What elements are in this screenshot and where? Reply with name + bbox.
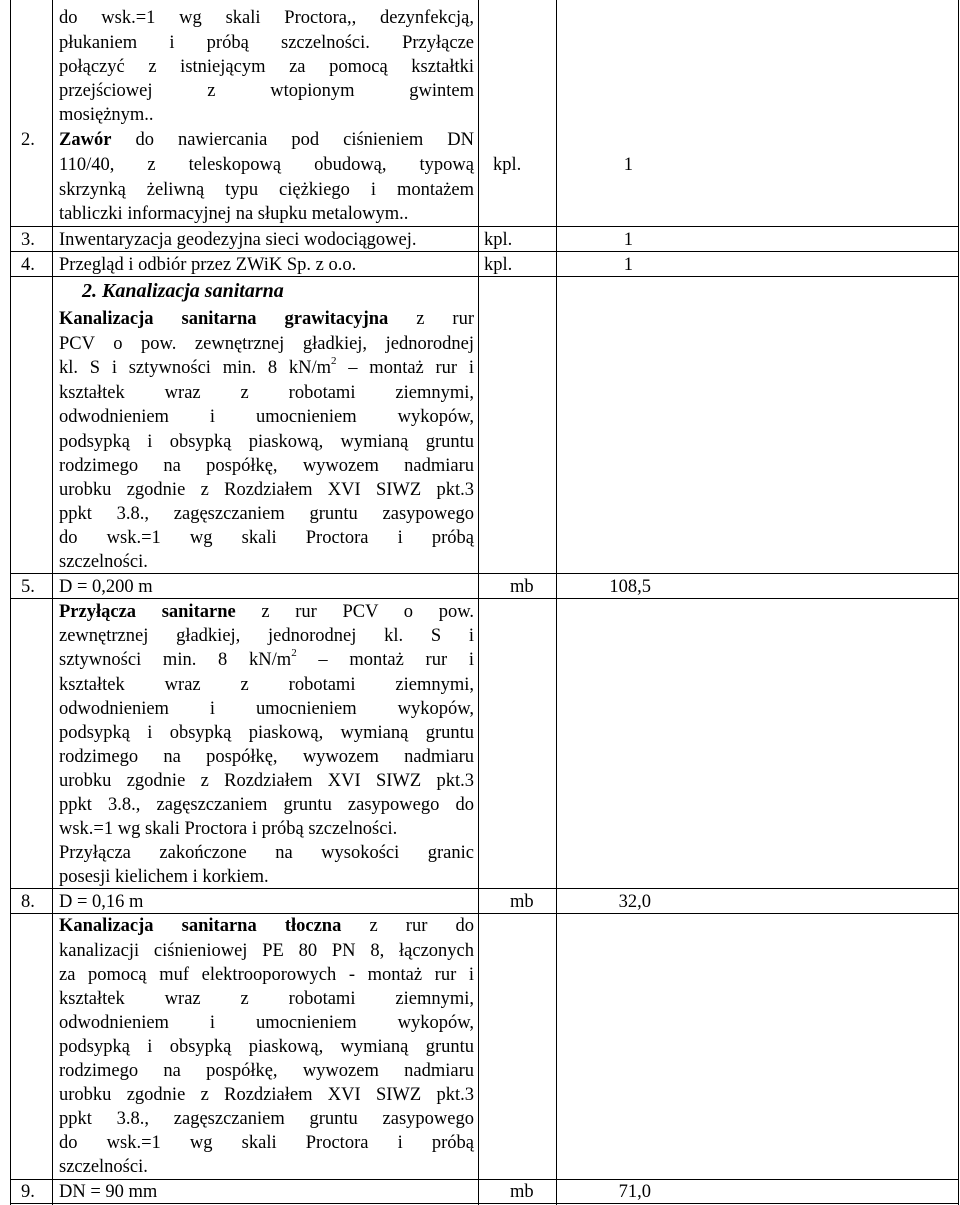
row-description-line: podsypką i obsypką piaskową, wymianą gruntu [59,723,474,743]
row-description: DN = 90 mm [59,1182,158,1202]
row-description-line: za pomocą muf elektrooporowych - montaż rur i [59,965,474,985]
unit-cell: kpl. [493,155,522,175]
unit-cell: mb [510,577,534,597]
row-description-line: posesji kielichem i korkiem. [59,867,269,887]
row-description: Inwentaryzacja geodezyjna sieci wodociągowej. [59,230,417,250]
row-number: 3. [21,230,35,250]
quantity-cell: 32,0 [618,892,651,912]
row-description-line: urobku zgodnie z Rozdziałem XVI SIWZ pkt.3 [59,480,474,500]
row-description-line: do wsk.=1 wg skali Proctora i próbą [59,1133,474,1153]
row-description-line: odwodnieniem i umocnieniem wykopów, [59,407,474,427]
row-description-line: płukaniem i próbą szczelności. Przyłącze [59,33,474,53]
table-column-divider [478,0,479,1205]
superscript: 2 [331,354,337,367]
row-description-line: rodzimego na pospółkę, wywozem nadmiaru [59,747,474,767]
item-text: sztywności min. 8 kN/m [59,650,292,670]
row-description-line [59,648,474,672]
item-text: z rur [388,309,474,329]
row-description-line: do wsk.=1 wg skali Proctora i próbą [59,528,474,548]
row-description-line: ppkt 3.8., zagęszczaniem gruntu zasypowego [59,1109,474,1129]
table-border-left [10,0,11,1205]
row-description-line: do wsk.=1 wg skali Proctora,, dezynfekcją, [59,8,474,28]
row-description-line: mosiężnym.. [59,105,154,125]
row-description-line [59,128,474,152]
row-description-line: odwodnieniem i umocnieniem wykopów, [59,699,474,719]
row-description-line: tabliczki informacyjnej na słupku metalowym.. [59,204,409,224]
unit-cell: kpl. [484,230,513,250]
row-number: 4. [21,255,35,275]
row-description-line: PCV o pow. zewnętrznej gładkiej, jednorodnej [59,334,474,354]
row-description-line: zewnętrznej gładkiej, jednorodnej kl. S i [59,626,474,646]
superscript: 2 [291,646,297,659]
table-border-right [958,0,959,1205]
row-description-line [59,307,474,331]
row-divider [10,573,959,574]
row-description-line: Przyłącza zakończone na wysokości granic [59,843,474,863]
row-description-line: odwodnieniem i umocnieniem wykopów, [59,1013,474,1033]
row-description-line: podsypką i obsypką piaskową, wymianą gruntu [59,1037,474,1057]
row-description-line: szczelności. [59,552,148,572]
quantity-cell: 1 [623,155,633,175]
row-description: D = 0,16 m [59,892,144,912]
item-text: z rur do [341,916,474,936]
row-description-line: kształtek wraz z robotami ziemnymi, [59,989,474,1009]
quantity-cell: 108,5 [609,577,651,597]
row-number: 2. [21,130,35,150]
row-description-line [59,600,474,624]
row-description-line: połączyć z istniejącym za pomocą kształtki [59,57,474,77]
row-description-line: rodzimego na pospółkę, wywozem nadmiaru [59,1061,474,1081]
row-description-line: ppkt 3.8., zagęszczaniem gruntu zasypowego [59,504,474,524]
section-heading: 2. Kanalizacja sanitarna [82,280,284,302]
row-description-line: kształtek wraz z robotami ziemnymi, [59,383,474,403]
row-description-line: skrzynką żeliwną typu ciężkiego i montażem [59,180,474,200]
unit-cell: kpl. [484,255,513,275]
row-description-line: rodzimego na pospółkę, wywozem nadmiaru [59,456,474,476]
item-title: Kanalizacja sanitarna tłoczna [59,916,342,936]
row-description-line: wsk.=1 wg skali Proctora i próbą szczelności. [59,819,398,839]
item-text: z rur PCV o pow. [235,602,474,622]
row-number: 8. [21,892,35,912]
row-description-line: przejściowej z wtopionym gwintem [59,81,474,101]
quantity-cell: 1 [623,255,633,275]
row-description-line: podsypką i obsypką piaskową, wymianą gruntu [59,432,474,452]
row-description-line: kształtek wraz z robotami ziemnymi, [59,675,474,695]
row-number: 5. [21,577,35,597]
row-description-line: urobku zgodnie z Rozdziałem XVI SIWZ pkt.3 [59,1085,474,1105]
row-description-line [59,914,474,938]
item-text: do nawiercania pod ciśnieniem DN [111,130,474,150]
row-description-line: ppkt 3.8., zagęszczaniem gruntu zasypowego do [59,795,474,815]
row-description-line: szczelności. [59,1157,148,1177]
item-text: – montaż rur i [296,650,474,670]
table-column-divider [52,0,53,1205]
item-title: Przyłącza sanitarne [59,602,236,622]
row-description-line [59,356,474,380]
row-description-line: urobku zgodnie z Rozdziałem XVI SIWZ pkt.3 [59,771,474,791]
unit-cell: mb [510,892,534,912]
table-column-divider [556,0,557,1205]
unit-cell: mb [510,1182,534,1202]
item-text: kl. S i sztywności min. 8 kN/m [59,358,332,378]
row-description: Przegląd i odbiór przez ZWiK Sp. z o.o. [59,255,357,275]
row-divider [10,226,959,227]
row-description-line: kanalizacji ciśnieniowej PE 80 PN 8, łączonych [59,941,474,961]
quantity-cell: 1 [623,230,633,250]
row-number: 9. [21,1182,35,1202]
row-description-line: 110/40, z teleskopową obudową, typową [59,155,474,175]
quantity-cell: 71,0 [618,1182,651,1202]
item-title: Zawór [59,130,112,150]
item-title: Kanalizacja sanitarna grawitacyjna [59,309,389,329]
item-text: – montaż rur i [336,358,474,378]
row-description: D = 0,200 m [59,577,153,597]
